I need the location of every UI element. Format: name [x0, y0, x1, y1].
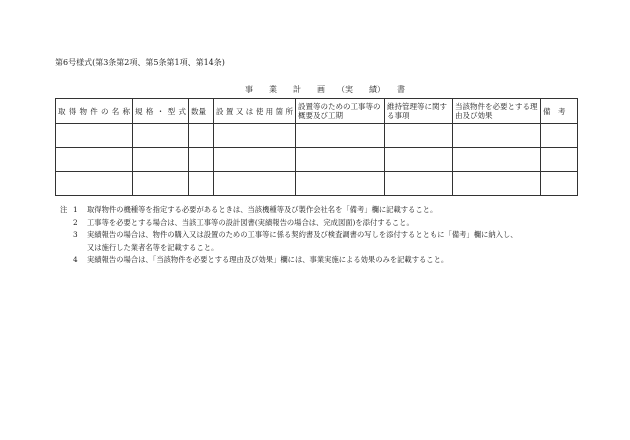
table-cell[interactable]	[214, 172, 296, 196]
table-cell[interactable]	[453, 124, 541, 148]
header-location: 設置又は使用箇所	[214, 99, 296, 124]
table-cell[interactable]	[56, 124, 133, 148]
table-row	[56, 124, 578, 148]
header-quantity: 数量	[189, 99, 214, 124]
table-cell[interactable]	[541, 172, 578, 196]
table-cell[interactable]	[453, 172, 541, 196]
header-reason-effect: 当該物件を必要とする理由及び効果	[453, 99, 541, 124]
note-number: 4	[73, 255, 78, 264]
table-cell[interactable]	[296, 172, 385, 196]
note-text: 工事等を必要とする場合は、当該工事等の設計図書(実績報告の場合は、完成図面)を添付すること。	[87, 217, 414, 227]
header-construction-overview: 設置等のための工事等の概要及び工期	[296, 99, 385, 124]
table-cell[interactable]	[189, 124, 214, 148]
table-cell[interactable]	[214, 148, 296, 172]
form-number: 第6号様式(第3条第2項、第5条第1項、第14条)	[55, 58, 225, 67]
table-cell[interactable]	[296, 124, 385, 148]
table-cell[interactable]	[385, 172, 453, 196]
note-continuation: 又は施行した業者名等を記載すること。	[87, 242, 219, 252]
table-cell[interactable]	[296, 148, 385, 172]
header-item-name: 取得物件の名称	[56, 99, 133, 124]
note-number: 2	[73, 217, 78, 227]
note-item	[60, 229, 580, 242]
header-remarks: 備 考	[541, 99, 578, 124]
note-item	[60, 204, 580, 217]
table-row	[56, 148, 578, 172]
table-cell[interactable]	[453, 148, 541, 172]
table-cell[interactable]	[56, 148, 133, 172]
note-text: 実績報告の場合は、「当該物件を必要とする理由及び効果」欄には、事業実施による効果のみを記載すること。	[87, 255, 449, 264]
table-cell[interactable]	[189, 172, 214, 196]
note-text: 実績報告の場合は、物件の購入又は設置のための工事等に係る契約書及び検査調書の写しを添付するとともに「備考」欄に納入し、	[87, 230, 518, 239]
table-cell[interactable]	[189, 148, 214, 172]
note-item	[60, 217, 580, 230]
table-cell[interactable]	[133, 124, 189, 148]
note-number: 3	[73, 230, 78, 239]
table-cell[interactable]	[541, 124, 578, 148]
table-cell[interactable]	[541, 148, 578, 172]
document-title: 事 業 計 画 （実 績） 書	[245, 85, 405, 94]
header-spec-model: 規格・型式	[133, 99, 189, 124]
table-cell[interactable]	[133, 172, 189, 196]
note-number: 1	[73, 205, 78, 214]
table-row	[56, 172, 578, 196]
table-cell[interactable]	[385, 148, 453, 172]
notes-section	[60, 204, 580, 267]
table-cell[interactable]	[214, 124, 296, 148]
note-text: 取得物件の機種等を指定する必要があるときは、当該機種等及び製作会社名を「備考」欄に記載すること。	[87, 205, 438, 214]
table-cell[interactable]	[56, 172, 133, 196]
note-item	[60, 254, 580, 267]
header-maintenance: 維持管理等に関する事項	[385, 99, 453, 124]
notes-prefix: 注	[60, 205, 68, 214]
table-cell[interactable]	[133, 148, 189, 172]
table-cell[interactable]	[385, 124, 453, 148]
project-plan-table	[55, 98, 578, 196]
table-header-row	[56, 99, 578, 124]
